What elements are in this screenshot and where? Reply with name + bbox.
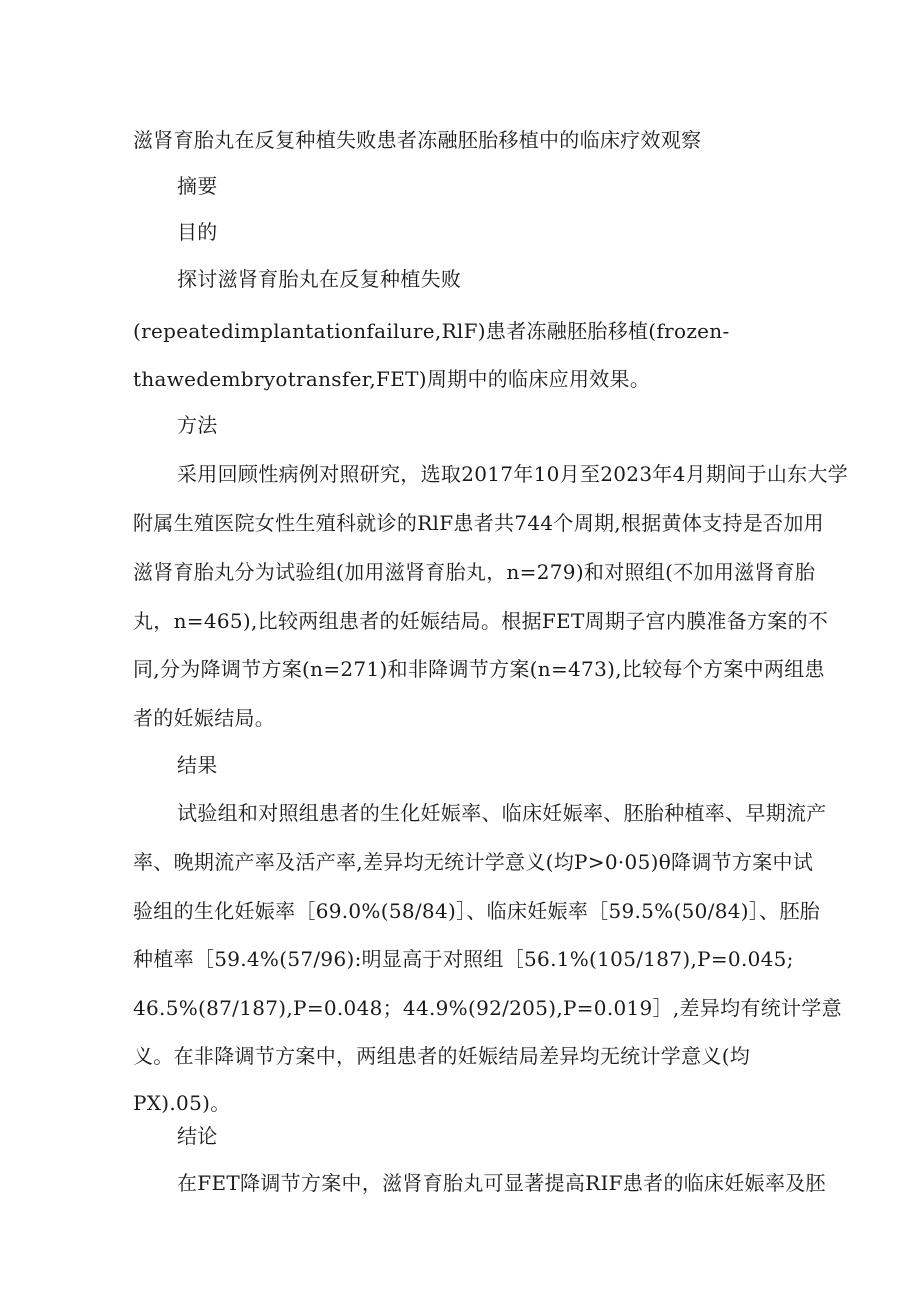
method-line: 者的妊娠结局。 [133,706,276,730]
result-line: 46.5%(87/187),P=0.048；44.9%(92/205),P=0.019］,差异均有统计学意 [133,996,842,1020]
method-line: 滋肾育胎丸分为试验组(加用滋肾育胎丸，n=279)和对照组(不加用滋肾育胎 [133,560,816,584]
result-line: PX).05)。 [133,1091,231,1115]
method-line: 同,分为降调节方案(n=271)和非降调节方案(n=473),比较每个方案中两组患 [133,657,825,681]
result-line: 率、晚期流产率及活产率,差异均无统计学意义(均P>0·05)θ降调节方案中试 [133,850,814,874]
method-line: 丸，n=465),比较两组患者的妊娠结局。根据FET周期子宫内膜准备方案的不 [133,609,829,633]
method-line: 采用回顾性病例对照研究，选取2017年10月至2023年4月期间于山东大学 [177,462,849,486]
heading-method: 方法 [177,413,218,437]
result-line: 验组的生化妊娠率［69.0%(58/84)］、临床妊娠率［59.5%(50/84)］、胚胎 [133,899,821,923]
method-line: 附属生殖医院女性生殖科就诊的RlF患者共744个周期,根据黄体支持是否加用 [133,511,824,535]
result-line: 种植率［59.4%(57/96):明显高于对照组［56.1%(105/187),P=0.045; [133,947,794,971]
result-line: 试验组和对照组患者的生化妊娠率、临床妊娠率、胚胎种植率、早期流产 [177,801,827,825]
objective-line: (repeatedimplantationfailure,RlF)患者冻融胚胎移植(frozen- [133,319,730,343]
objective-line: thawedembryotransfer,FET)周期中的临床应用效果。 [133,367,651,391]
heading-abstract: 摘要 [177,174,218,198]
conclusion-line: 在FET降调节方案中，滋肾育胎丸可显著提高RIF患者的临床妊娠率及胚 [177,1171,826,1195]
heading-result: 结果 [177,753,218,777]
heading-conclusion: 结论 [177,1124,218,1148]
document-title: 滋肾育胎丸在反复种植失败患者冻融胚胎移植中的临床疗效观察 [133,128,702,152]
result-line: 义。在非降调节方案中，两组患者的妊娠结局差异均无统计学意义(均 [133,1044,751,1068]
heading-objective: 目的 [177,220,218,244]
objective-line: 探讨滋肾育胎丸在反复种植失败 [177,267,462,291]
